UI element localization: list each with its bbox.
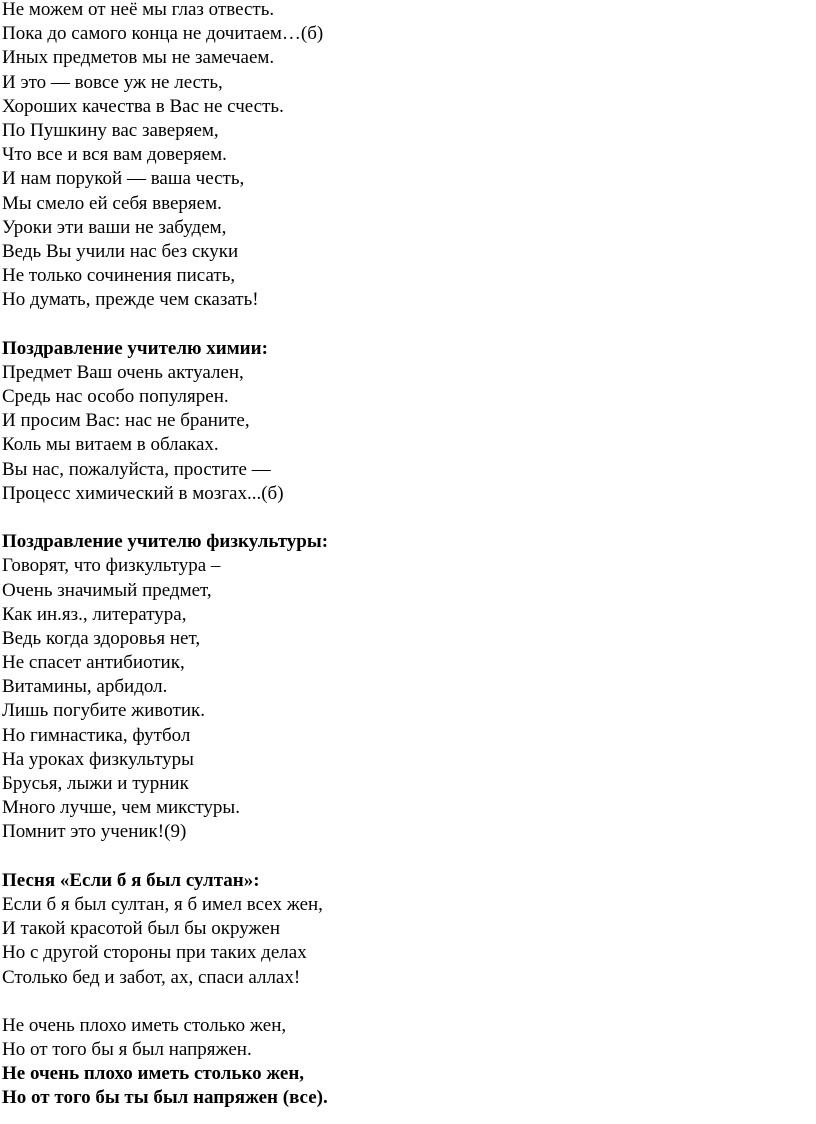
poem-line: Хороших качества в Вас не счесть. — [2, 95, 284, 117]
poem-line: Процесс химический в мозгах...(б) — [2, 482, 284, 504]
song-line: Не очень плохо иметь столько жен, — [2, 1014, 287, 1036]
song-line: Но с другой стороны при таких делах — [2, 942, 307, 964]
poem-line: Коль мы витаем в облаках. — [2, 434, 219, 456]
song-chorus-line: Не очень плохо иметь столько жен, — [2, 1063, 305, 1085]
document-page — [2, 0, 802, 1111]
section-heading: Поздравление учителю химии: — [2, 337, 268, 359]
poem-line: Не спасет антибиотик, — [2, 652, 185, 674]
poem-line: Уроки эти ваши не забудем, — [2, 216, 227, 238]
paragraph-spacer — [2, 312, 802, 336]
poem-line: Предмет Ваш очень актуален, — [2, 361, 244, 383]
poem-line: Брусья, лыжи и турник — [2, 773, 189, 794]
poem-line: Лишь погубите животик. — [2, 700, 205, 722]
song-line: Если б я был султан, я б имел всех жен, — [2, 893, 323, 915]
poem-line: Иных предметов мы не замечаем. — [2, 47, 275, 69]
poem-line: Ведь Вы учили нас без скуки — [2, 240, 239, 262]
pe-section — [2, 530, 802, 844]
song-line: Но от того бы я был напряжен. — [2, 1039, 252, 1061]
poem-line: На уроках физкультуры — [2, 748, 194, 770]
section-heading: Песня «Если б я был султан»: — [2, 869, 260, 891]
poem-line: Очень значимый предмет, — [2, 579, 212, 601]
poem-line: Как ин.яз., литература, — [2, 603, 187, 625]
poem-line: Много лучше, чем микстуры. — [2, 797, 240, 819]
poem-line: Пока до самого конца не дочитаем…(б) — [2, 23, 324, 45]
poem-line: Средь нас особо популярен. — [2, 386, 229, 407]
poem-line: По Пушкину вас заверяем, — [2, 119, 219, 141]
poem-line: Не можем от неё мы глаз отвесть. — [2, 0, 275, 20]
song-section — [2, 869, 802, 1111]
poem-ending — [2, 0, 802, 312]
poem-line: Говорят, что физкультура – — [2, 555, 221, 577]
section-heading: Поздравление учителю физкультуры: — [2, 531, 329, 553]
poem-line: Что все и вся вам доверяем. — [2, 144, 227, 166]
chemistry-section — [2, 337, 802, 506]
paragraph-spacer — [2, 990, 802, 1014]
poem-line: И это — вовсе уж не лесть, — [2, 71, 223, 93]
song-chorus-line: Но от того бы ты был напряжен (все). — [2, 1087, 328, 1109]
poem-line: Но гимнастика, футбол — [2, 724, 191, 746]
poem-line: И просим Вас: нас не браните, — [2, 410, 250, 432]
poem-line: Не только сочинения писать, — [2, 265, 236, 287]
poem-line: Вы нас, пожалуйста, простите — — [2, 458, 271, 480]
poem-line: Витамины, арбидол. — [2, 676, 168, 698]
poem-line: Мы смело ей себя вверяем. — [2, 192, 222, 214]
paragraph-spacer — [2, 845, 802, 869]
song-line: И такой красотой был бы окружен — [2, 918, 280, 940]
song-line: Столько бед и забот, ах, спаси аллах! — [2, 966, 301, 988]
poem-line: Ведь когда здоровья нет, — [2, 627, 201, 649]
poem-line: Но думать, прежде чем сказать! — [2, 289, 259, 311]
poem-line: И нам порукой — ваша честь, — [2, 168, 245, 190]
poem-line: Помнит это ученик!(9) — [2, 821, 187, 843]
paragraph-spacer — [2, 506, 802, 530]
